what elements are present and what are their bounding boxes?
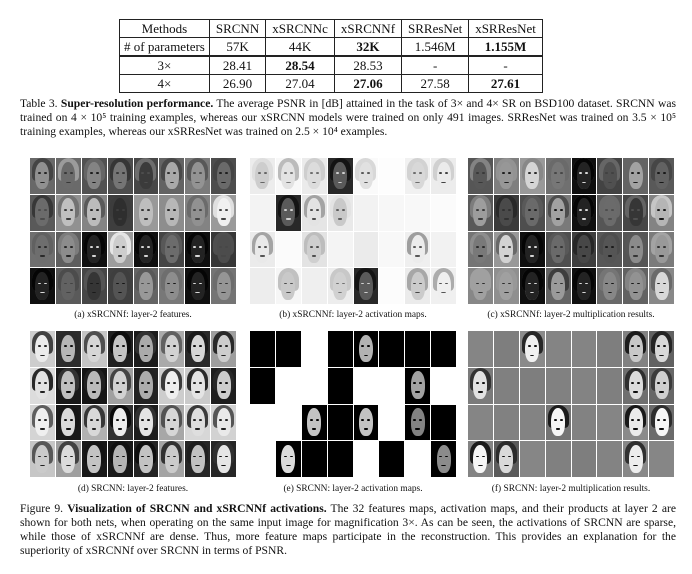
feature-map-tile <box>276 158 301 194</box>
feature-map-tile <box>82 405 107 441</box>
table-header-cell: Methods <box>120 20 210 38</box>
feature-map-tile <box>328 441 353 477</box>
table-cell: - <box>469 56 543 75</box>
feature-map-tile <box>134 268 159 304</box>
feature-map-tile <box>211 441 236 477</box>
feature-map-tile <box>431 331 456 367</box>
table-row <box>120 38 543 57</box>
table-cell: - <box>402 56 469 75</box>
figure-caption-title: Visualization of SRCNN and xSRCNNf activations. <box>67 502 327 515</box>
panel-b-caption: (b) xSRCNNf: layer-2 activation maps. <box>279 310 427 320</box>
feature-map-tile <box>597 232 622 268</box>
feature-map-tile <box>354 232 379 268</box>
feature-map-tile <box>405 405 430 441</box>
feature-map-tile <box>30 368 55 404</box>
feature-map-tile <box>468 331 493 367</box>
feature-map-tile <box>211 195 236 231</box>
table-cell: 57K <box>209 38 265 57</box>
feature-map-tile <box>328 331 353 367</box>
feature-map-tile <box>354 405 379 441</box>
table-header-cell: xSRCNNc <box>266 20 335 38</box>
table-cell: 1.546M <box>402 38 469 57</box>
feature-map-tile <box>276 368 301 404</box>
figure-caption-body: The 32 features maps, activation maps, and their products at layer 2 are shown for both nets, when operating on the same input image for magnification 3×. As can be seen, the activations of SRCNN are sparse, while those of xSRCNNf are dense. Thus, more feature maps participate in the reconstruction. This provides an explanation for the superiority of xSRCNNf over SRCNN in terms of PSNR. <box>20 502 676 557</box>
feature-map-tile <box>468 405 493 441</box>
feature-map-tile <box>546 195 571 231</box>
feature-map-tile <box>494 195 519 231</box>
feature-map-tile <box>649 268 674 304</box>
feature-map-tile <box>649 368 674 404</box>
feature-map-tile <box>185 158 210 194</box>
table-cell: 32K <box>334 38 401 57</box>
feature-map-tile <box>250 405 275 441</box>
feature-map-tile <box>520 268 545 304</box>
feature-map-tile <box>520 405 545 441</box>
feature-map-tile <box>134 158 159 194</box>
feature-map-tile <box>276 268 301 304</box>
feature-map-tile <box>597 405 622 441</box>
table-header-cell: xSRResNet <box>469 20 543 38</box>
feature-map-tile <box>108 368 133 404</box>
feature-map-tile <box>623 368 648 404</box>
feature-map-tile <box>159 331 184 367</box>
feature-map-tile <box>379 232 404 268</box>
feature-map-tile <box>405 232 430 268</box>
feature-map-tile <box>328 368 353 404</box>
feature-map-tile <box>572 368 597 404</box>
feature-map-tile <box>431 195 456 231</box>
feature-map-tile <box>379 195 404 231</box>
feature-map-tile <box>623 158 648 194</box>
feature-map-tile <box>468 158 493 194</box>
table-row <box>120 75 543 93</box>
table-cell: 26.90 <box>209 75 265 93</box>
feature-map-tile <box>431 405 456 441</box>
feature-map-tile <box>108 268 133 304</box>
table-cell: 27.04 <box>266 75 335 93</box>
feature-map-tile <box>623 195 648 231</box>
feature-map-tile <box>250 158 275 194</box>
feature-map-tile <box>159 368 184 404</box>
feature-map-tile <box>56 195 81 231</box>
feature-map-tile <box>520 331 545 367</box>
feature-map-tile <box>520 158 545 194</box>
feature-map-tile <box>597 268 622 304</box>
feature-map-tile <box>546 268 571 304</box>
feature-map-tile <box>276 405 301 441</box>
feature-map-tile <box>379 368 404 404</box>
feature-map-tile <box>302 368 327 404</box>
feature-map-tile <box>82 268 107 304</box>
feature-map-tile <box>276 232 301 268</box>
feature-map-tile <box>159 441 184 477</box>
feature-map-tile <box>108 195 133 231</box>
feature-map-tile <box>30 158 55 194</box>
feature-map-tile <box>82 195 107 231</box>
table-cell: 27.58 <box>402 75 469 93</box>
feature-map-tile <box>649 195 674 231</box>
feature-map-tile <box>185 368 210 404</box>
feature-map-tile <box>250 368 275 404</box>
feature-map-tile <box>159 405 184 441</box>
feature-map-tile <box>56 405 81 441</box>
table-header-row <box>120 20 543 38</box>
feature-map-tile <box>494 268 519 304</box>
feature-map-tile <box>379 158 404 194</box>
figure-caption-label: Figure 9. <box>20 502 64 515</box>
feature-map-tile <box>468 441 493 477</box>
feature-map-tile <box>572 195 597 231</box>
feature-map-tile <box>302 232 327 268</box>
feature-map-tile <box>82 331 107 367</box>
panel-d-image-grid <box>30 331 236 477</box>
feature-map-tile <box>276 441 301 477</box>
feature-map-tile <box>354 158 379 194</box>
feature-map-tile <box>494 331 519 367</box>
feature-map-tile <box>30 331 55 367</box>
feature-map-tile <box>572 331 597 367</box>
feature-map-tile <box>405 195 430 231</box>
feature-map-tile <box>302 268 327 304</box>
table-header-cell: SRCNN <box>209 20 265 38</box>
feature-map-tile <box>108 405 133 441</box>
feature-map-tile <box>302 405 327 441</box>
feature-map-tile <box>56 331 81 367</box>
feature-map-tile <box>494 441 519 477</box>
feature-map-tile <box>597 331 622 367</box>
feature-map-tile <box>185 441 210 477</box>
panel-b-image-grid <box>250 158 456 304</box>
feature-map-tile <box>431 232 456 268</box>
feature-map-tile <box>185 331 210 367</box>
feature-map-tile <box>520 441 545 477</box>
feature-map-tile <box>623 405 648 441</box>
feature-map-tile <box>250 331 275 367</box>
feature-map-tile <box>431 441 456 477</box>
feature-map-tile <box>108 331 133 367</box>
feature-map-tile <box>328 268 353 304</box>
feature-map-tile <box>468 368 493 404</box>
feature-map-tile <box>302 331 327 367</box>
feature-map-tile <box>494 232 519 268</box>
feature-map-tile <box>379 268 404 304</box>
feature-map-tile <box>379 405 404 441</box>
panel-c-caption: (c) xSRCNNf: layer-2 multiplication results. <box>487 310 655 320</box>
feature-map-tile <box>597 368 622 404</box>
feature-map-tile <box>159 195 184 231</box>
feature-map-tile <box>354 441 379 477</box>
feature-map-tile <box>649 441 674 477</box>
feature-map-tile <box>546 368 571 404</box>
feature-map-tile <box>354 268 379 304</box>
feature-map-tile <box>546 158 571 194</box>
feature-map-tile <box>572 268 597 304</box>
feature-map-tile <box>302 195 327 231</box>
feature-map-tile <box>108 232 133 268</box>
table-caption-label: Table 3. <box>20 97 58 110</box>
table-cell: 44K <box>266 38 335 57</box>
feature-map-tile <box>185 232 210 268</box>
feature-map-tile <box>597 195 622 231</box>
feature-map-tile <box>494 405 519 441</box>
feature-map-tile <box>649 158 674 194</box>
feature-map-tile <box>134 441 159 477</box>
feature-map-tile <box>405 331 430 367</box>
feature-map-tile <box>134 232 159 268</box>
results-table <box>119 19 543 93</box>
feature-map-tile <box>546 232 571 268</box>
feature-map-tile <box>211 405 236 441</box>
feature-map-tile <box>56 441 81 477</box>
feature-map-tile <box>379 331 404 367</box>
panel-f-image-grid <box>468 331 674 477</box>
feature-map-tile <box>134 368 159 404</box>
row-label: # of parameters <box>120 38 210 57</box>
feature-map-tile <box>405 268 430 304</box>
feature-map-tile <box>405 158 430 194</box>
feature-map-tile <box>328 158 353 194</box>
feature-map-tile <box>546 405 571 441</box>
feature-map-tile <box>328 405 353 441</box>
feature-map-tile <box>82 368 107 404</box>
feature-map-tile <box>250 232 275 268</box>
feature-map-tile <box>354 331 379 367</box>
feature-map-tile <box>354 368 379 404</box>
feature-map-tile <box>623 232 648 268</box>
feature-map-tile <box>572 405 597 441</box>
feature-map-tile <box>494 368 519 404</box>
feature-map-tile <box>211 331 236 367</box>
feature-map-tile <box>468 195 493 231</box>
feature-map-tile <box>82 441 107 477</box>
table-cell: 28.53 <box>334 56 401 75</box>
feature-map-tile <box>250 195 275 231</box>
feature-map-tile <box>572 232 597 268</box>
feature-map-tile <box>159 232 184 268</box>
panel-d-caption: (d) SRCNN: layer-2 features. <box>77 484 189 494</box>
feature-map-tile <box>30 405 55 441</box>
table-cell: 28.54 <box>266 56 335 75</box>
table-cell: 1.155M <box>469 38 543 57</box>
feature-map-tile <box>185 195 210 231</box>
table-cell: 27.61 <box>469 75 543 93</box>
feature-map-tile <box>134 195 159 231</box>
feature-map-tile <box>211 368 236 404</box>
feature-map-tile <box>56 268 81 304</box>
feature-map-tile <box>328 232 353 268</box>
feature-map-tile <box>30 441 55 477</box>
feature-map-tile <box>520 195 545 231</box>
feature-map-tile <box>546 331 571 367</box>
feature-map-tile <box>250 268 275 304</box>
feature-map-tile <box>211 232 236 268</box>
feature-map-tile <box>649 405 674 441</box>
feature-map-tile <box>649 331 674 367</box>
table-row <box>120 56 543 75</box>
feature-map-tile <box>597 158 622 194</box>
feature-map-tile <box>56 368 81 404</box>
feature-map-tile <box>302 441 327 477</box>
panel-e-image-grid <box>250 331 456 477</box>
feature-map-tile <box>276 331 301 367</box>
feature-map-tile <box>108 158 133 194</box>
feature-map-tile <box>623 268 648 304</box>
feature-map-tile <box>431 268 456 304</box>
feature-map-tile <box>82 158 107 194</box>
feature-map-tile <box>185 405 210 441</box>
feature-map-tile <box>302 158 327 194</box>
table-cell: 27.06 <box>334 75 401 93</box>
feature-map-tile <box>211 268 236 304</box>
table-caption <box>20 97 676 139</box>
row-label: 4× <box>120 75 210 93</box>
feature-map-tile <box>572 441 597 477</box>
feature-map-tile <box>649 232 674 268</box>
feature-map-tile <box>572 158 597 194</box>
feature-map-tile <box>30 232 55 268</box>
panel-f-caption: (f) SRCNN: layer-2 multiplication results. <box>491 484 651 494</box>
feature-map-tile <box>276 195 301 231</box>
row-label: 3× <box>120 56 210 75</box>
feature-map-tile <box>56 232 81 268</box>
feature-map-tile <box>431 158 456 194</box>
table-header-cell: xSRCNNf <box>334 20 401 38</box>
feature-map-tile <box>520 232 545 268</box>
feature-map-tile <box>623 331 648 367</box>
feature-map-tile <box>134 331 159 367</box>
panel-a-image-grid <box>30 158 236 304</box>
table-caption-title: Super-resolution performance. <box>60 97 214 110</box>
figure-caption <box>20 502 676 558</box>
feature-map-tile <box>30 268 55 304</box>
feature-map-tile <box>405 441 430 477</box>
feature-map-tile <box>159 268 184 304</box>
feature-map-tile <box>405 368 430 404</box>
feature-map-tile <box>159 158 184 194</box>
table-caption-body: The average PSNR in [dB] attained in the task of 3× and 4× SR on BSD100 dataset. SRCNN was trained on 4 × 10⁵ training examples, whereas our xSRCNN models were trained on only 491 images. SRResNet was trained on 3.5 × 10⁵ training examples, whereas our xSRResNet was trained on 2.5 × 10⁴ examples. <box>20 97 676 138</box>
feature-map-tile <box>546 441 571 477</box>
feature-map-tile <box>623 441 648 477</box>
feature-map-tile <box>328 195 353 231</box>
feature-map-tile <box>468 268 493 304</box>
feature-map-tile <box>597 441 622 477</box>
feature-map-tile <box>250 441 275 477</box>
feature-map-tile <box>431 368 456 404</box>
panel-a-caption: (a) xSRCNNf: layer-2 features. <box>74 310 192 320</box>
panel-e-caption: (e) SRCNN: layer-2 activation maps. <box>283 484 423 494</box>
feature-map-tile <box>379 441 404 477</box>
table-header-cell: SRResNet <box>402 20 469 38</box>
feature-map-tile <box>520 368 545 404</box>
table-cell: 28.41 <box>209 56 265 75</box>
feature-map-tile <box>354 195 379 231</box>
feature-map-tile <box>56 158 81 194</box>
feature-map-tile <box>82 232 107 268</box>
feature-map-tile <box>211 158 236 194</box>
feature-map-tile <box>468 232 493 268</box>
feature-map-tile <box>185 268 210 304</box>
feature-map-tile <box>30 195 55 231</box>
feature-map-tile <box>494 158 519 194</box>
feature-map-tile <box>134 405 159 441</box>
panel-c-image-grid <box>468 158 674 304</box>
feature-map-tile <box>108 441 133 477</box>
